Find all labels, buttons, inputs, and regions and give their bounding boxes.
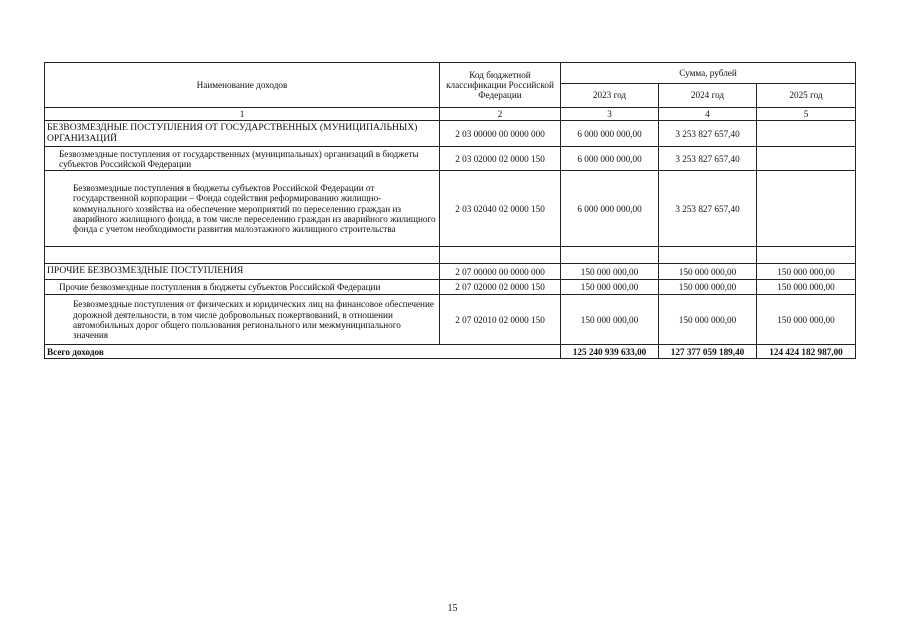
row-value-2024: 150 000 000,00 xyxy=(659,280,757,295)
row-value-2024: 3 253 827 657,40 xyxy=(659,171,757,247)
row-value-2025: 150 000 000,00 xyxy=(757,264,856,280)
table-row xyxy=(45,264,856,280)
row-value-2025 xyxy=(757,171,856,247)
row-code: 2 07 02000 02 0000 150 xyxy=(440,280,561,295)
total-row xyxy=(45,345,856,359)
total-label: Всего доходов xyxy=(45,345,561,359)
row-value-2025 xyxy=(757,147,856,171)
column-numbers-row xyxy=(45,108,856,121)
row-value-2025: 150 000 000,00 xyxy=(757,295,856,345)
header-year-2024: 2024 год xyxy=(659,84,757,108)
row-name: Безвозмездные поступления в бюджеты субъектов Российской Федерации от государственной корпорации – Фонда содействия реформированию жилищно-коммунального хозяйства на обеспечение мероприятий по переселению граждан из аварийного жилищного фонда, в том числе переселению граждан из аварийного жилищного фонда с учетом необходимости развития малоэтажного жилищного строительства xyxy=(45,171,440,247)
row-name: БЕЗВОЗМЕЗДНЫЕ ПОСТУПЛЕНИЯ ОТ ГОСУДАРСТВЕННЫХ (МУНИЦИПАЛЬНЫХ) ОРГАНИЗАЦИЙ xyxy=(45,121,440,147)
row-name: Безвозмездные поступления от физических и юридических лиц на финансовое обеспечение дорожной деятельности, в том числе добровольных пожертвований, в отношении автомобильных дорог общего пользования регионального или межмуниципального значения xyxy=(45,295,440,345)
table-row xyxy=(45,147,856,171)
row-name: Безвозмездные поступления от государственных (муниципальных) организаций в бюджеты субъектов Российской Федерации xyxy=(45,147,440,171)
column-number: 1 xyxy=(45,108,440,121)
total-value-2023: 125 240 939 633,00 xyxy=(561,345,659,359)
header-sum: Сумма, рублей xyxy=(561,63,856,84)
column-number: 2 xyxy=(440,108,561,121)
total-value-2024: 127 377 059 189,40 xyxy=(659,345,757,359)
empty-cell xyxy=(757,247,856,264)
row-value-2023: 150 000 000,00 xyxy=(561,280,659,295)
row-value-2024: 3 253 827 657,40 xyxy=(659,147,757,171)
header-year-2025: 2025 год xyxy=(757,84,856,108)
row-value-2024: 150 000 000,00 xyxy=(659,295,757,345)
total-value-2025: 124 424 182 987,00 xyxy=(757,345,856,359)
header-year-2023: 2023 год xyxy=(561,84,659,108)
row-value-2023: 6 000 000 000,00 xyxy=(561,171,659,247)
column-number: 4 xyxy=(659,108,757,121)
row-value-2023: 6 000 000 000,00 xyxy=(561,147,659,171)
income-table xyxy=(44,62,856,359)
table-header-row xyxy=(45,63,856,84)
row-value-2024: 150 000 000,00 xyxy=(659,264,757,280)
row-value-2023: 150 000 000,00 xyxy=(561,264,659,280)
header-name: Наименование доходов xyxy=(45,63,440,108)
header-code: Код бюджетной классификации Российской Федерации xyxy=(440,63,561,108)
row-value-2024: 3 253 827 657,40 xyxy=(659,121,757,147)
page-number: 15 xyxy=(447,603,458,614)
empty-cell xyxy=(561,247,659,264)
row-value-2023: 6 000 000 000,00 xyxy=(561,121,659,147)
row-code: 2 07 00000 00 0000 000 xyxy=(440,264,561,280)
table-row xyxy=(45,171,856,247)
column-number: 3 xyxy=(561,108,659,121)
table-row xyxy=(45,295,856,345)
row-value-2025 xyxy=(757,121,856,147)
row-code: 2 03 02000 02 0000 150 xyxy=(440,147,561,171)
row-code: 2 03 00000 00 0000 000 xyxy=(440,121,561,147)
row-code: 2 03 02040 02 0000 150 xyxy=(440,171,561,247)
row-value-2023: 150 000 000,00 xyxy=(561,295,659,345)
empty-cell xyxy=(659,247,757,264)
row-value-2025: 150 000 000,00 xyxy=(757,280,856,295)
empty-cell xyxy=(440,247,561,264)
row-name: Прочие безвозмездные поступления в бюджеты субъектов Российской Федерации xyxy=(45,280,440,295)
row-code: 2 07 02010 02 0000 150 xyxy=(440,295,561,345)
table-row xyxy=(45,280,856,295)
row-name: ПРОЧИЕ БЕЗВОЗМЕЗДНЫЕ ПОСТУПЛЕНИЯ xyxy=(45,264,440,280)
column-number: 5 xyxy=(757,108,856,121)
table-row xyxy=(45,121,856,147)
empty-row xyxy=(45,247,856,264)
empty-cell xyxy=(45,247,440,264)
